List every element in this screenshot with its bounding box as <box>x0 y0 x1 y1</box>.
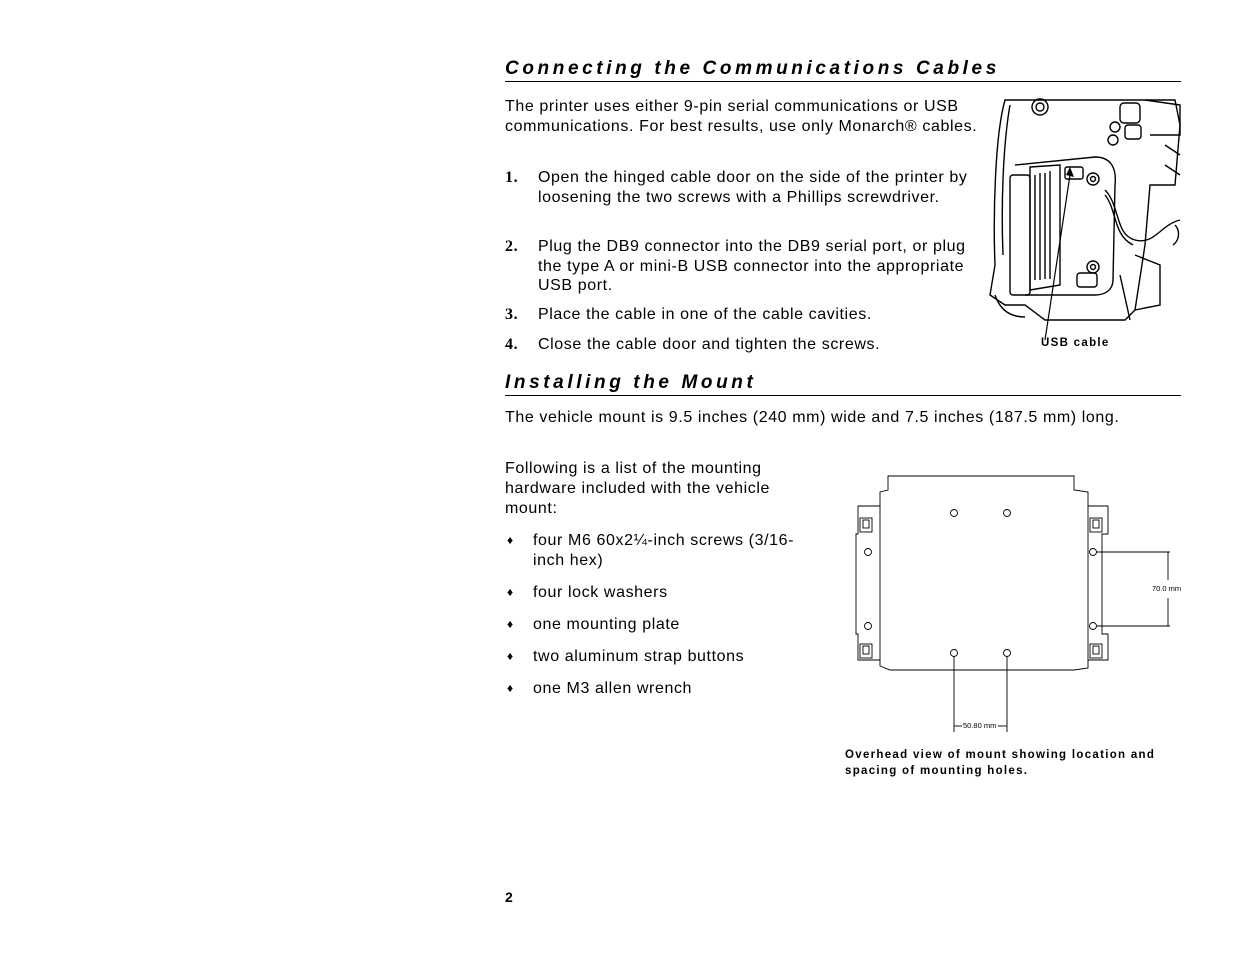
mounting-hole <box>1090 549 1097 556</box>
hardware-list-intro: Following is a list of the mounting hardware included with the vehicle mount: <box>505 460 770 517</box>
mounting-hole <box>865 549 872 556</box>
step-number: 1. <box>505 169 519 186</box>
mount-diagram <box>850 470 1190 735</box>
cables-intro: The printer uses either 9-pin serial communications or USB communications. For best results, use only Monarch® cables. <box>505 98 978 135</box>
diamond-bullet-icon: ♦ <box>507 681 514 695</box>
list-item: ♦ four lock washers <box>507 584 668 601</box>
step-number: 4. <box>505 336 519 353</box>
step-3 <box>505 305 985 325</box>
diamond-bullet-icon: ♦ <box>507 533 514 547</box>
mount-plate-outline <box>856 476 1108 670</box>
section-heading-cables: Connecting the Communications Cables <box>505 58 1181 82</box>
mount-diagram-caption: Overhead view of mount showing location and spacing of mounting holes. <box>845 749 1156 777</box>
diamond-bullet-icon: ♦ <box>507 617 514 631</box>
mounting-hole <box>865 623 872 630</box>
step-2 <box>505 237 985 296</box>
usb-cable-label: USB cable <box>1041 337 1110 349</box>
mounting-hole <box>951 650 958 657</box>
mounting-hole <box>1004 650 1011 657</box>
list-item: ♦ two aluminum strap buttons <box>507 648 745 665</box>
step-4 <box>505 335 985 355</box>
printer-illustration <box>985 95 1185 355</box>
step-1 <box>505 168 985 207</box>
diamond-bullet-icon: ♦ <box>507 585 514 599</box>
diamond-bullet-icon: ♦ <box>507 649 514 663</box>
step-number: 2. <box>505 238 519 255</box>
list-item: ♦ one mounting plate <box>507 616 680 633</box>
step-text: Plug the DB9 connector into the DB9 serial port, or plug the type A or mini-B USB connector into the appropriate USB port. <box>538 238 966 294</box>
list-item: ♦ four M6 60x2¼-inch screws (3/16-inch hex) <box>507 532 795 569</box>
mounting-hole <box>1004 510 1011 517</box>
dimension-label-vertical: 70.0 mm <box>1152 584 1182 593</box>
dimension-label-horizontal: 50.80 mm <box>963 721 997 730</box>
list-item: ♦ one M3 allen wrench <box>507 680 693 697</box>
mounting-hole <box>951 510 958 517</box>
section-heading-mount: Installing the Mount <box>505 372 1181 396</box>
step-text: Close the cable door and tighten the screws. <box>538 336 881 353</box>
step-number: 3. <box>505 306 519 323</box>
step-text: Open the hinged cable door on the side of the printer by loosening the two screws with a Phillips screwdriver. <box>538 169 968 206</box>
step-text: Place the cable in one of the cable cavities. <box>538 306 872 323</box>
page-number: 2 <box>505 889 513 905</box>
mounting-hole <box>1090 623 1097 630</box>
mount-dimensions-text: The vehicle mount is 9.5 inches (240 mm) wide and 7.5 inches (187.5 mm) long. <box>505 409 1120 426</box>
